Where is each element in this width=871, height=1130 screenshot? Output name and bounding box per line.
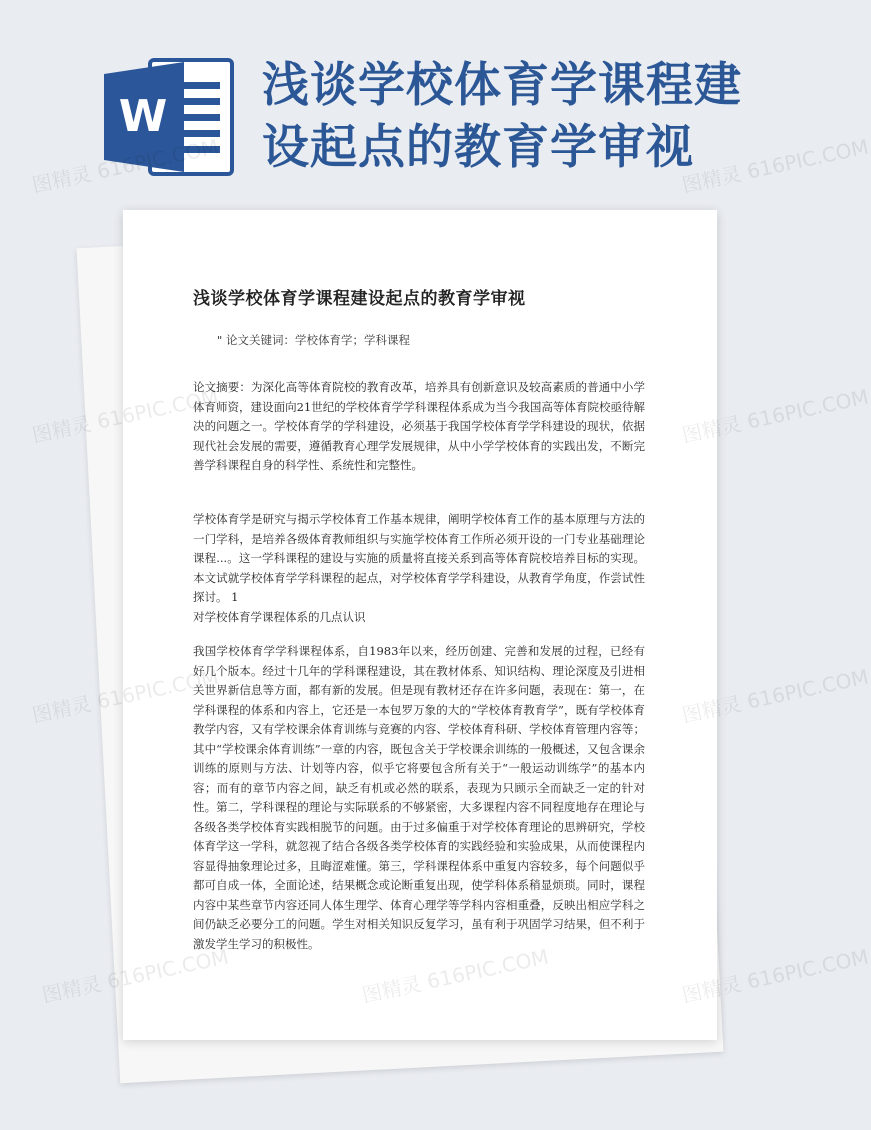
intro-paragraph: 学校体育学是研究与揭示学校体育工作基本规律，阐明学校体育工作的基本原理与方法的一门学科，是培养各级体育教师组织与实施学校体育工作所必须开设的一门专业基础理论课程...。这一学科课程的建设与实施的质量将直接关系到高等体育院校培养目标的实现。本文试就学校体育学学科课程的起点，对学校体育学学科建设，从教育学角度，作尝试性探讨。 1 对学校体育学课程体系的几点认识 <box>193 512 645 624</box>
watermark: 图精灵 <box>39 971 104 1008</box>
watermark: 图精灵 616PIC.COM <box>29 134 221 198</box>
document-page <box>123 210 717 1040</box>
watermark: 图精灵 616PIC.COM <box>679 944 871 1008</box>
watermark: 图精灵 <box>29 691 94 728</box>
document-keywords: " 论文关键词：学校体育学；学科课程 <box>217 333 410 347</box>
document-title: 浅谈学校体育学课程建设起点的教育学审视 <box>193 289 526 309</box>
watermark: 图精灵 616PIC.COM <box>679 134 871 198</box>
watermark: 图精灵 616PIC.COM <box>679 664 871 728</box>
watermark: 图精灵 <box>29 411 94 448</box>
svg-text:W: W <box>118 91 168 142</box>
watermark: 图精灵 616PIC.COM <box>679 384 871 448</box>
body-paragraph: 我国学校体育学学科课程体系，自1983年以来，经历创建、完善和发展的过程，已经有好几个版本。经过十几年的学科课程建设，其在教材体系、知识结构、理论深度及引进相关世界新信息等方面，都有新的发展。但是现有教材还存在许多问题，表现在：第一，在学科课程的体系和内容上，它还是一本包罗万象的大的“学校体育教育学”，既有学校体育教学内容，又有学校课余体育训练与竞赛的内容、学校体育科研、学校体育管理内容等；其中“学校课余体育训练”一章的内容，既包含关于学校课余训练的一般概述，又包含课余训练的原则与方法、计划等内容，似乎它将要包含所有关于“一般运动训练学”的基本内容；而有的章节内容之间，缺乏有机或必然的联系，表现为只顾示全而缺乏一定的针对性。第二，学科课程的理论与实际联系的不够紧密，大多课程内容不同程度地存在理论与各级各类学校体育实践相脱节的问题。由于过多偏重于对学校体育理论的思辨研究，学校体育学这一学科，就忽视了结合各级各类学校体育的实践经验和实验成果，从而使课程内容显得抽象理论过多，且晦涩难懂。第三，学科课程体系中重复内容较多，每个问题似乎都可自成一体，全面论述，结果概念或论断重复出现，使学科体系稍显烦琐。同时，课程内容中某些章节内容还同人体生理学、体育心理学等学科内容相重叠，反映出相应学科之间仍缺乏必要分工的问题。学生对相关知识反复学习，虽有利于巩固学习结果，但不利于激发学生学习的积极性。 <box>193 644 645 951</box>
abstract-paragraph: 论文摘要：为深化高等体育院校的教育改革，培养具有创新意识及较高素质的普通中小学体育师资，建设面向21世纪的学校体育学学科课程体系成为当今我国高等体育院校亟待解决的问题之一。学校体育学的学科建设，必须基于我国学校体育学学科建设的现状，依据现代社会发展的需要，遵循教育心理学发展规律，从中小学学校体育的实践出发，不断完善学科课程自身的科学性、系统性和完整性。 <box>193 380 645 472</box>
word-doc-icon <box>104 58 236 176</box>
header-title: 浅谈学校体育学课程建设起点的教育学审视 <box>262 58 742 175</box>
